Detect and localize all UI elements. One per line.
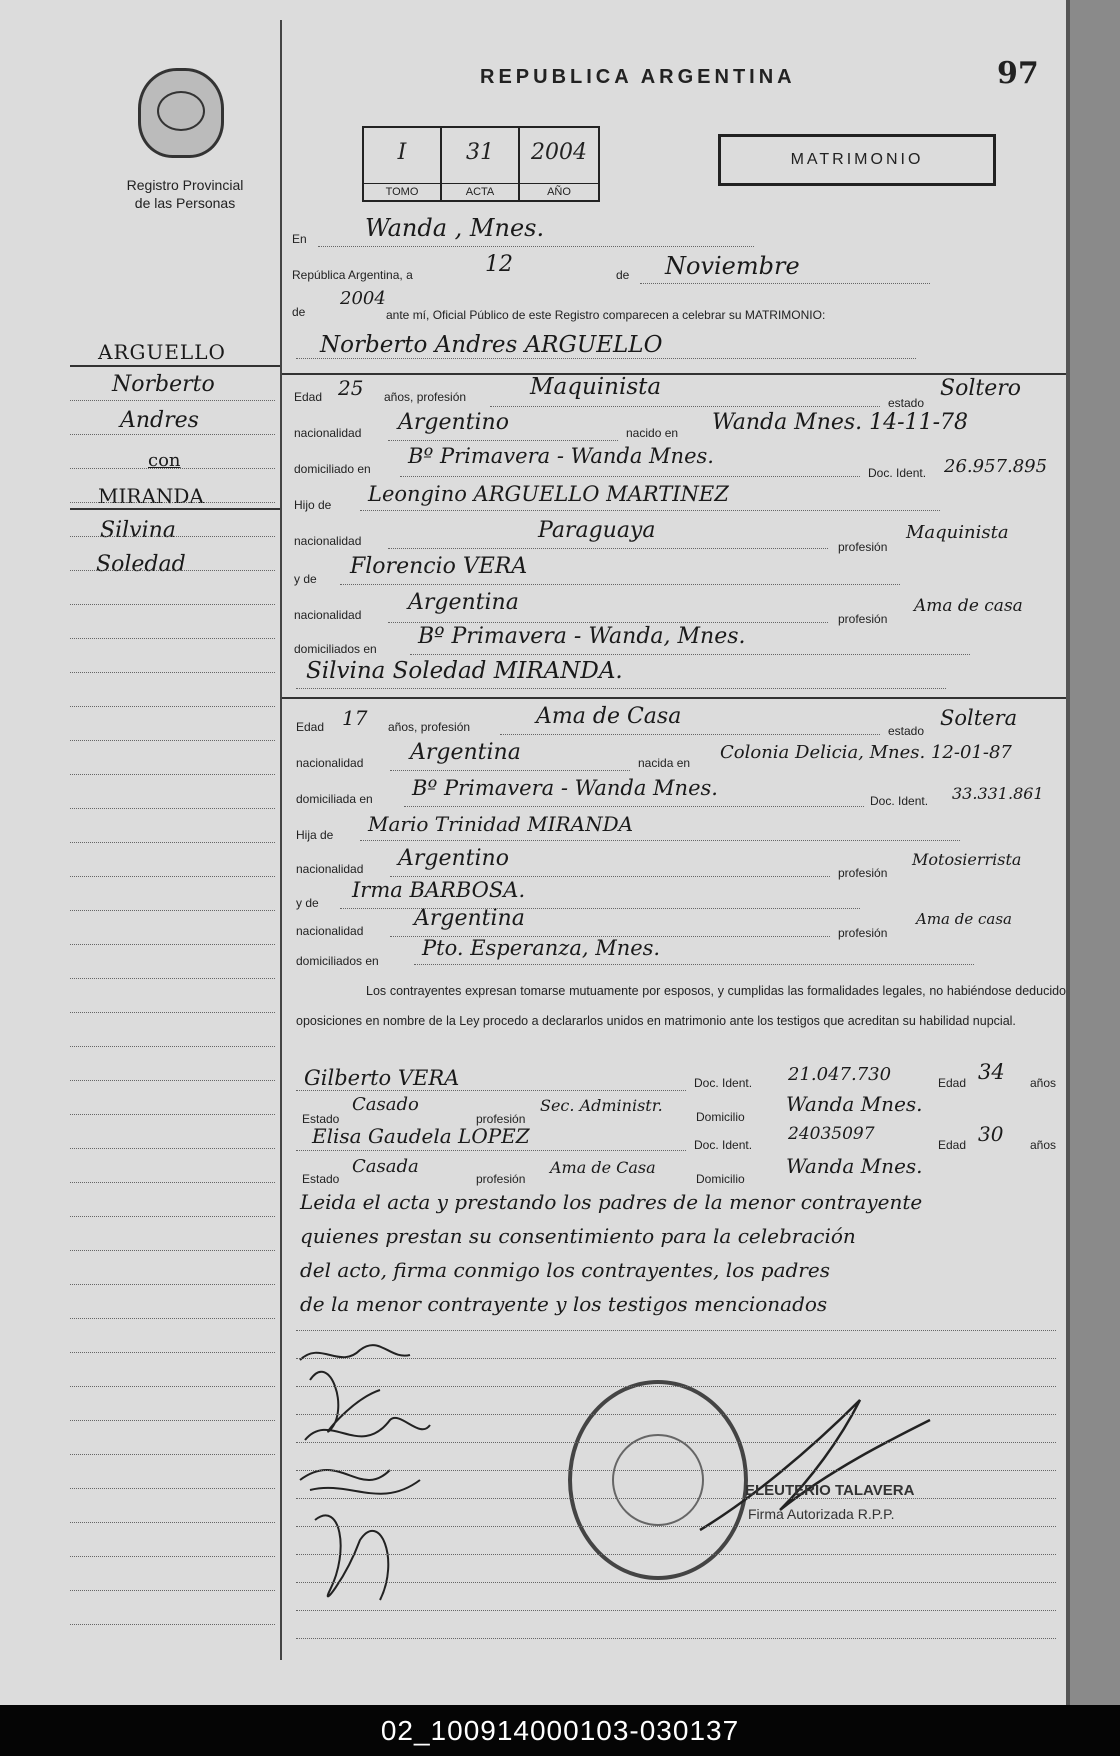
groom-padre-prof: Maquinista	[906, 522, 1009, 543]
margin-bride-surname: MIRANDA	[98, 484, 204, 508]
margin-ruled-line	[70, 1352, 275, 1353]
witness1-doc-label: Doc. Ident.	[694, 1076, 753, 1090]
bride-dom-line	[404, 806, 864, 807]
margin-ruled-line	[70, 1420, 275, 1421]
bride-full-name: Silvina Soledad MIRANDA.	[306, 658, 623, 684]
witness2-dom-label: Domicilio	[696, 1172, 745, 1186]
groom-doc-label: Doc. Ident.	[868, 466, 927, 480]
bride-madre-nac-label: nacionalidad	[296, 924, 364, 938]
margin-ruled-line	[70, 1522, 275, 1523]
margin-ruled-line	[70, 1284, 275, 1285]
groom-yde-label: y de	[294, 572, 317, 586]
groom-padres-dom: Bº Primavera - Wanda, Mnes.	[418, 624, 746, 649]
groom-hijo-label: Hijo de	[294, 498, 332, 512]
bride-padre-nac: Argentino	[398, 846, 509, 871]
groom-profesion-line	[490, 406, 880, 407]
bride-madre-nac: Argentina	[414, 906, 525, 931]
bride-padres-dom: Pto. Esperanza, Mnes.	[422, 936, 661, 960]
bride-padre-prof-label: profesión	[838, 866, 888, 880]
margin-ruled-line	[70, 1556, 275, 1557]
margin-ruled-line	[70, 1488, 275, 1489]
groom-nacido-label: nacido en	[626, 426, 679, 440]
groom-full-name: Norberto Andres ARGUELLO	[320, 332, 663, 358]
bride-padre-nac-line	[390, 876, 830, 877]
groom-padre-nac-line	[388, 548, 828, 549]
witness2-profesion: Ama de Casa	[550, 1158, 656, 1177]
margin-ruled-line	[70, 944, 275, 945]
margin-ruled-line	[70, 1182, 275, 1183]
place-line	[318, 246, 754, 247]
witness1-name: Gilberto VERA	[304, 1066, 460, 1090]
day-value: 12	[485, 252, 513, 277]
record-id-box	[362, 126, 600, 202]
groom-nac-line	[388, 440, 618, 441]
groom-padre-nac-label: nacionalidad	[294, 534, 362, 548]
closing-line-3: del acto, firma conmigo los contrayentes, los padres	[300, 1258, 830, 1282]
groom-madre-nac-label: nacionalidad	[294, 608, 362, 622]
witness1-edad-label: Edad	[938, 1076, 967, 1090]
margin-ruled-line	[70, 1250, 275, 1251]
page-edge	[1070, 0, 1120, 1705]
acta-value: 31	[466, 140, 494, 165]
bride-domicilio: Bº Primavera - Wanda Mnes.	[412, 776, 718, 800]
margin-ruled-line	[70, 1624, 275, 1625]
margin-ruled-line	[70, 876, 275, 877]
registry-line2: de las Personas	[134, 195, 236, 211]
intro-text: ante mí, Oficial Público de este Registro comparecen a celebrar su MATRIMONIO:	[386, 308, 826, 322]
witness2-estado: Casada	[352, 1156, 419, 1177]
bride-nac-label: nacionalidad	[296, 756, 364, 770]
margin-ruled-line	[70, 468, 275, 469]
margin-ruled-line	[70, 1318, 275, 1319]
bride-madre-prof-label: profesión	[838, 926, 888, 940]
body-ruled-line	[296, 1638, 1056, 1639]
margin-groom-surname: ARGUELLO	[98, 340, 226, 364]
groom-padres-dom-line	[410, 654, 970, 655]
groom-estado: Soltero	[940, 376, 1021, 401]
margin-ruled-line	[70, 740, 275, 741]
body-ruled-line	[296, 1554, 1056, 1555]
margin-bride-name1: Silvina	[100, 518, 176, 543]
margin-ruled-line	[70, 502, 275, 503]
groom-padre-line	[360, 510, 940, 511]
groom-nacionalidad: Argentino	[398, 410, 509, 435]
groom-nac-label: nacionalidad	[294, 426, 362, 440]
footer-id: 02_100914000103-030137	[0, 1705, 1120, 1756]
bride-edad-label: Edad	[296, 720, 325, 734]
margin-groom-name2: Andres	[120, 408, 199, 433]
bride-madre-prof: Ama de casa	[916, 910, 1012, 928]
groom-madre-nac: Argentina	[408, 590, 519, 615]
month-line	[640, 283, 930, 284]
margin-ruled-line	[70, 1454, 275, 1455]
bride-profesion-line	[500, 734, 880, 735]
bride-hija-label: Hija de	[296, 828, 334, 842]
declaration-text: Los contrayentes expresan tomarse mutuamente por esposos, y cumplidas las formalidades legales, no habiéndose deducido oposiciones en nombre de la Ley procedo a declararlos unidos en matrimonio ante los testigos que acreditan su habilidad nupcial.	[296, 984, 1066, 1028]
margin-ruled-line	[70, 638, 275, 639]
tomo-cell	[364, 128, 442, 200]
witness1-estado: Casado	[352, 1094, 419, 1115]
witness2-edad: 30	[978, 1122, 1004, 1146]
witness1-profesion: Sec. Administr.	[540, 1096, 663, 1115]
margin-ruled-line	[70, 774, 275, 775]
body-ruled-line	[296, 1386, 1056, 1387]
margin-rule-1	[70, 365, 280, 367]
witness2-doc-label: Doc. Ident.	[694, 1138, 753, 1152]
bride-doc: 33.331.861	[952, 784, 1044, 803]
margin-ruled-line	[70, 604, 275, 605]
margin-ruled-line	[70, 1046, 275, 1047]
bride-doms-label: domiciliados en	[296, 954, 379, 968]
body-ruled-line	[296, 1582, 1056, 1583]
witness2-anos: años	[1030, 1138, 1057, 1152]
margin-ruled-line	[70, 842, 275, 843]
groom-profesion: Maquinista	[530, 374, 662, 400]
bride-padre-line	[360, 840, 960, 841]
bride-edad: 17	[342, 706, 368, 730]
witness1-edad: 34	[978, 1060, 1005, 1084]
bride-anos-profesion: años, profesión	[388, 720, 471, 734]
stamp-title: Firma Autorizada R.P.P.	[748, 1506, 895, 1522]
groom-anos-profesion: años, profesión	[384, 390, 467, 404]
groom-padre: Leongino ARGUELLO MARTINEZ	[368, 482, 729, 506]
witness2-doc: 24035097	[788, 1124, 875, 1144]
witness1-dom-label: Domicilio	[696, 1110, 745, 1124]
bride-padre-nac-label: nacionalidad	[296, 862, 364, 876]
groom-dom-line	[400, 476, 860, 477]
country-title: REPUBLICA ARGENTINA	[480, 66, 796, 88]
tomo-value: I	[397, 140, 407, 165]
groom-section-rule	[282, 373, 1066, 375]
margin-rule-2	[70, 508, 280, 510]
margin-ruled-line	[70, 536, 275, 537]
groom-padre-prof-label: profesión	[838, 540, 888, 554]
margin-con: con	[148, 450, 181, 471]
bride-estado: Soltera	[940, 706, 1018, 730]
groom-edad-label: Edad	[294, 390, 323, 404]
bride-padre: Mario Trinidad MIRANDA	[368, 812, 634, 836]
groom-doc: 26.957.895	[944, 456, 1048, 477]
bride-padres-dom-line	[414, 964, 974, 965]
body-ruled-line	[296, 1470, 1056, 1471]
body-ruled-line	[296, 1610, 1056, 1611]
closing-line-1: Leida el acta y prestando los padres de la menor contrayente	[300, 1190, 923, 1214]
tomo-label: TOMO	[364, 183, 440, 198]
margin-ruled-line	[70, 672, 275, 673]
ano-value: 2004	[531, 140, 587, 165]
groom-madre-nac-line	[388, 622, 828, 623]
bride-nacionalidad: Argentina	[410, 740, 521, 765]
body-ruled-line	[296, 1330, 1056, 1331]
groom-madre-prof-label: profesión	[838, 612, 888, 626]
margin-bride-name2: Soledad	[96, 552, 186, 577]
margin-rule	[280, 20, 282, 1660]
bride-dom-label: domiciliada en	[296, 792, 373, 806]
bride-estado-label: estado	[888, 724, 925, 738]
province-seal-icon	[138, 68, 224, 158]
margin-ruled-line	[70, 1012, 275, 1013]
groom-madre-prof: Ama de casa	[914, 596, 1023, 616]
record-type-box: MATRIMONIO	[718, 134, 996, 186]
registry-name	[100, 176, 270, 212]
margin-groom-name1: Norberto	[112, 372, 215, 397]
bride-nac-line	[390, 770, 630, 771]
margin-ruled-line	[70, 1590, 275, 1591]
groom-dom-label: domiciliado en	[294, 462, 371, 476]
groom-madre-line	[340, 584, 900, 585]
bride-madre: Irma BARBOSA.	[352, 878, 526, 902]
margin-ruled-line	[70, 1216, 275, 1217]
month-value: Noviembre	[665, 252, 800, 280]
witness1-estado-label: Estado	[302, 1112, 340, 1126]
margin-ruled-line	[70, 978, 275, 979]
bride-padre-prof: Motosierrista	[912, 850, 1022, 869]
margin-ruled-line	[70, 1114, 275, 1115]
margin-ruled-line	[70, 570, 275, 571]
groom-nacido: Wanda Mnes. 14-11-78	[712, 410, 969, 435]
closing-line-2: quienes prestan su consentimiento para la celebración	[300, 1224, 856, 1248]
ano-cell	[520, 128, 598, 200]
groom-name-line	[296, 358, 916, 359]
witness1-doc: 21.047.730	[788, 1064, 892, 1085]
bride-nacida: Colonia Delicia, Mnes. 12-01-87	[720, 742, 1012, 763]
margin-ruled-line	[70, 1148, 275, 1149]
margin-ruled-line	[70, 910, 275, 911]
margin-ruled-line	[70, 1386, 275, 1387]
witness2-estado-label: Estado	[302, 1172, 340, 1186]
witness1-domicilio: Wanda Mnes.	[786, 1092, 923, 1116]
place-value: Wanda , Mnes.	[365, 214, 545, 242]
witness2-name: Elisa Gaudela LOPEZ	[312, 1124, 530, 1148]
margin-ruled-line	[70, 1080, 275, 1081]
body-ruled-line	[296, 1498, 1056, 1499]
signatures-drawing	[290, 1330, 440, 1630]
margin-ruled-line	[70, 400, 275, 401]
groom-madre: Florencio VERA	[350, 554, 528, 579]
acta-label: ACTA	[442, 183, 518, 198]
body-ruled-line	[296, 1526, 1056, 1527]
witness2-name-line	[296, 1150, 686, 1151]
bride-section-rule	[282, 697, 1066, 699]
acta-cell	[442, 128, 520, 200]
bride-name-line	[296, 688, 946, 689]
ano-label: AÑO	[520, 183, 598, 198]
rep-label: República Argentina, a	[292, 268, 413, 282]
groom-doms-label: domiciliados en	[294, 642, 377, 656]
year-prefix: de	[292, 305, 306, 319]
margin-ruled-line	[70, 808, 275, 809]
year-value: 2004	[340, 288, 386, 309]
witness2-prof-label: profesión	[476, 1172, 526, 1186]
groom-domicilio: Bº Primavera - Wanda Mnes.	[408, 444, 714, 468]
witness2-edad-label: Edad	[938, 1138, 967, 1152]
margin-ruled-line	[70, 434, 275, 435]
witness1-name-line	[296, 1090, 686, 1091]
witness2-domicilio: Wanda Mnes.	[786, 1154, 923, 1178]
groom-estado-label: estado	[888, 396, 925, 410]
bride-nacida-label: nacida en	[638, 756, 691, 770]
closing-line-4: de la menor contrayente y los testigos mencionados	[300, 1292, 828, 1316]
body-ruled-line	[296, 1414, 1056, 1415]
registry-line1: Registro Provincial	[126, 177, 244, 193]
witness1-anos: años	[1030, 1076, 1057, 1090]
page-edge-shadow	[1066, 0, 1070, 1705]
en-label: En	[292, 232, 307, 246]
page-number: 97	[997, 56, 1039, 91]
stamp-official: ELEUTERIO TALAVERA	[745, 1482, 915, 1499]
margin-ruled-line	[70, 706, 275, 707]
bride-doc-label: Doc. Ident.	[870, 794, 929, 808]
bride-yde-label: y de	[296, 896, 319, 910]
groom-padre-nac: Paraguaya	[538, 518, 656, 543]
groom-edad: 25	[338, 376, 364, 400]
bride-profesion: Ama de Casa	[536, 704, 682, 729]
witness1-prof-label: profesión	[476, 1112, 526, 1126]
body-ruled-line	[296, 1442, 1056, 1443]
de-label: de	[616, 268, 630, 282]
body-ruled-line	[296, 1358, 1056, 1359]
